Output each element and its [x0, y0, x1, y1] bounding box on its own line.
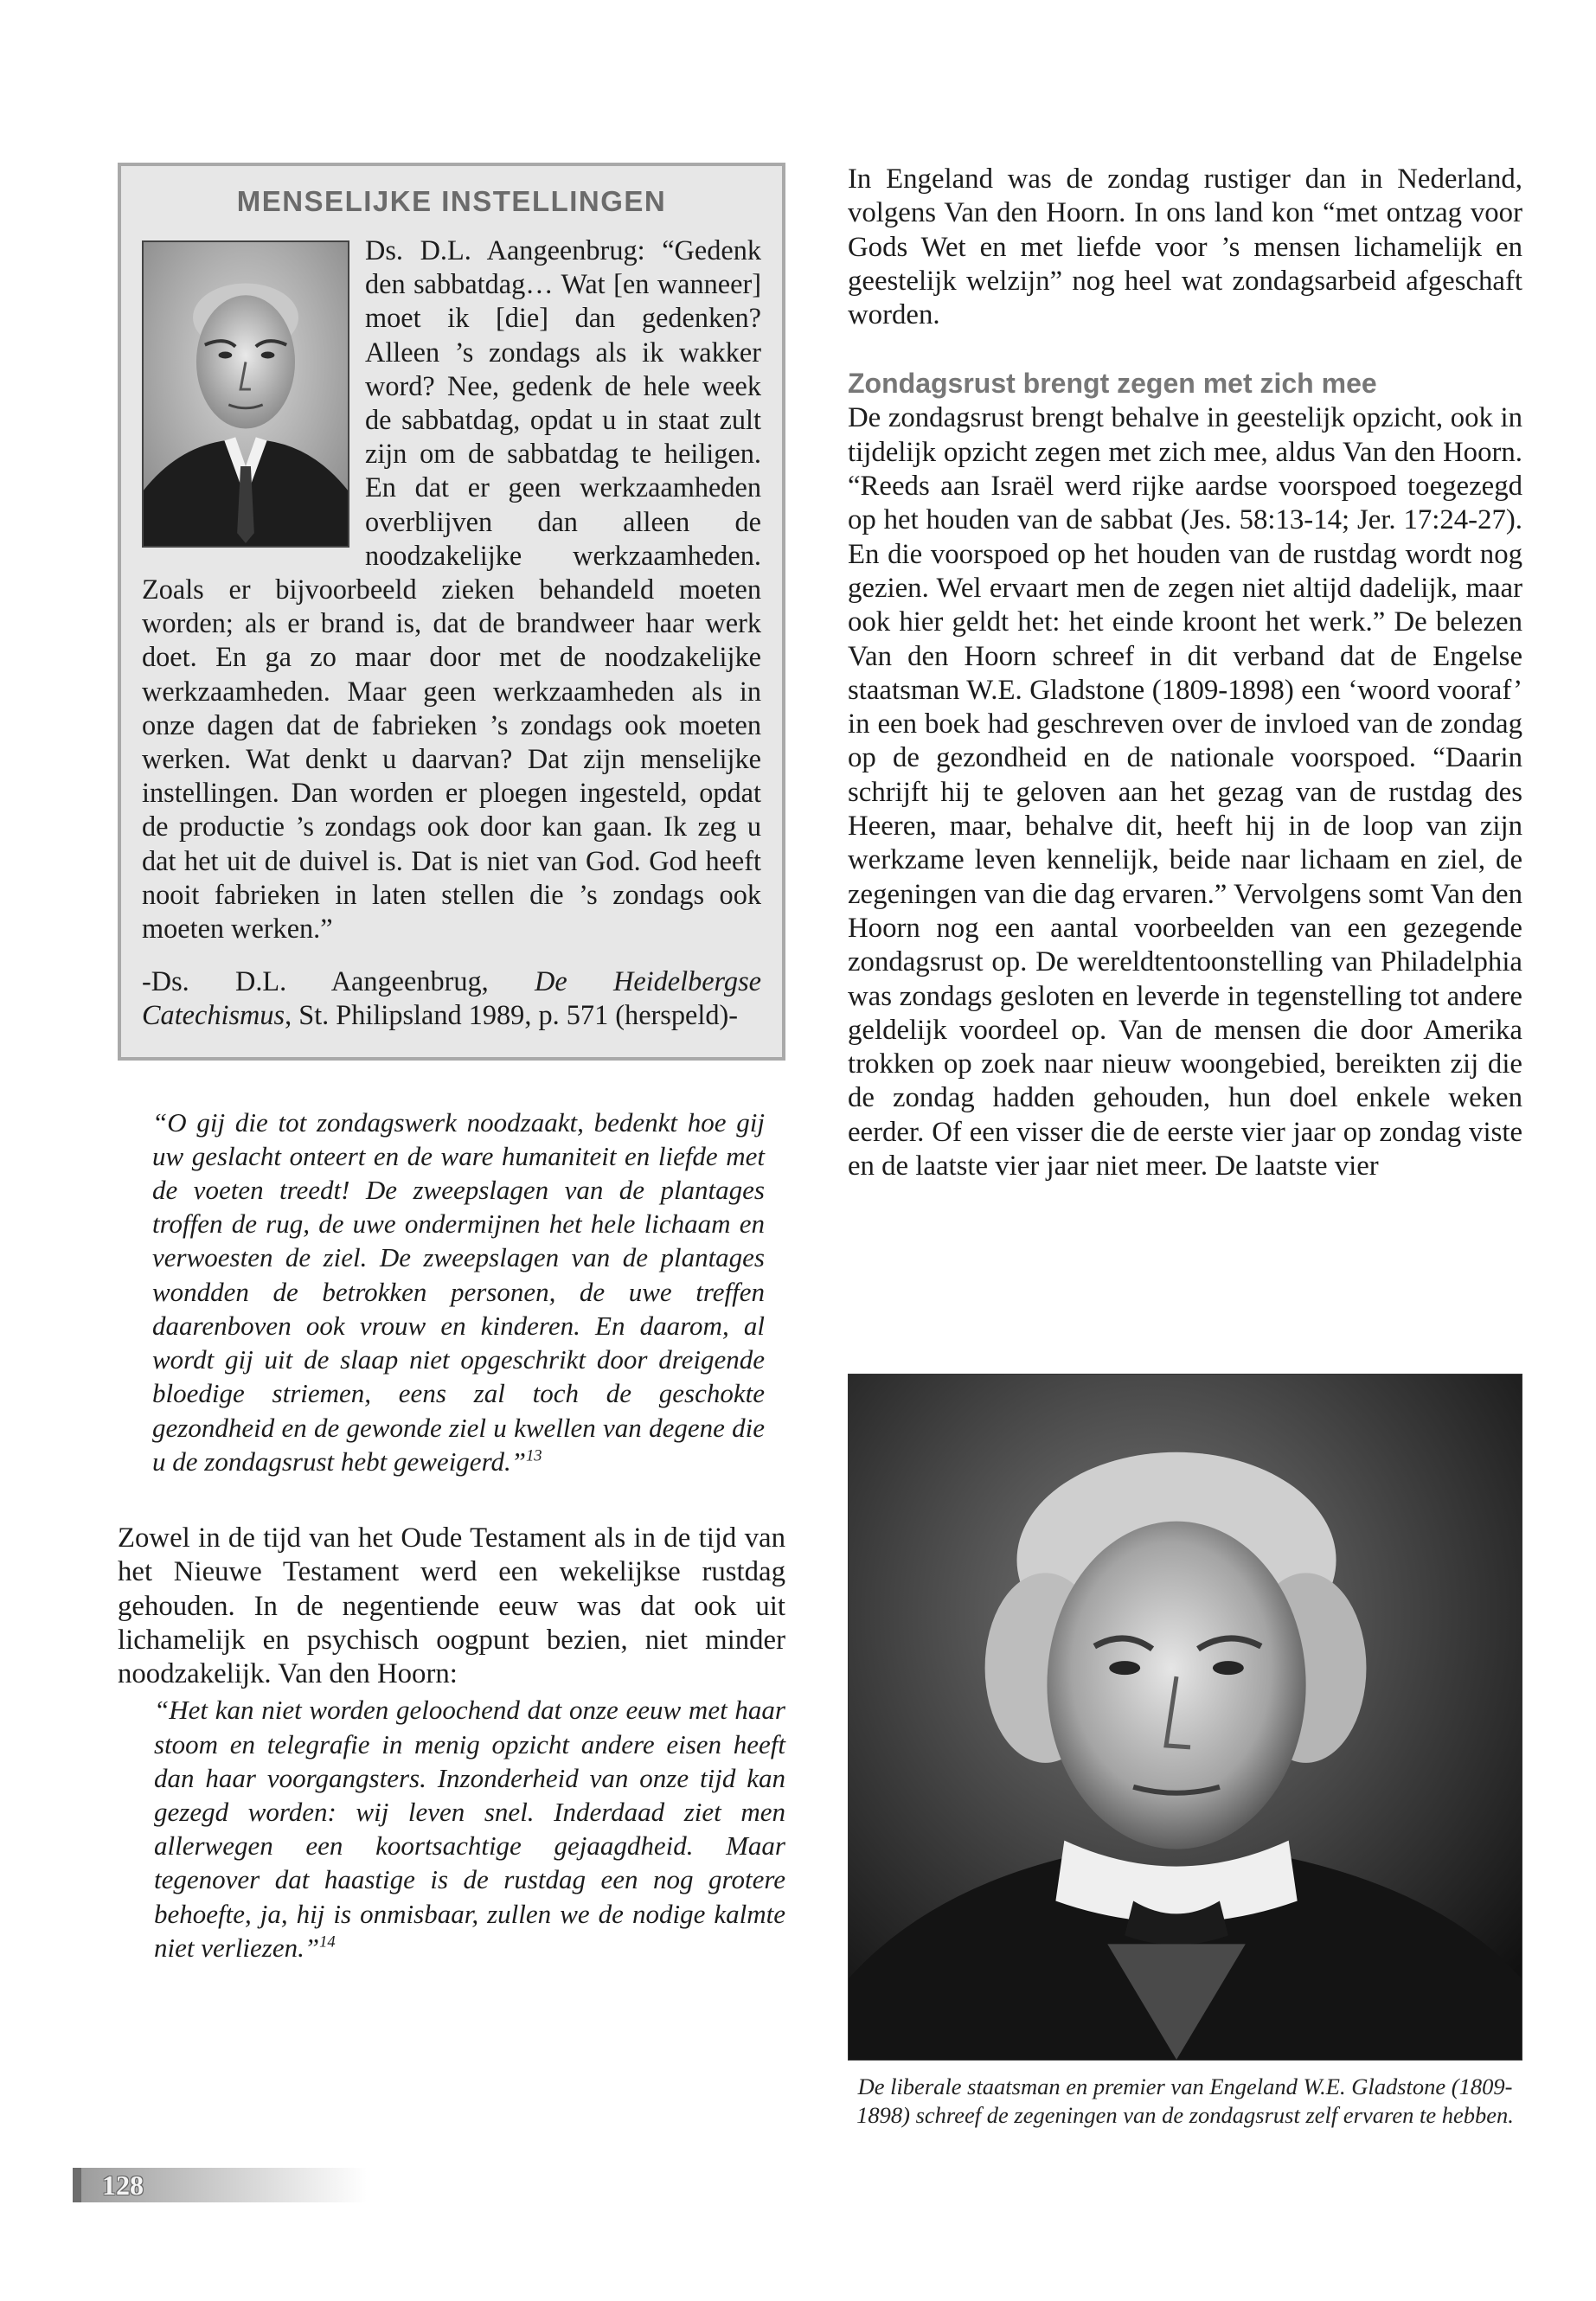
left-column	[118, 163, 785, 1965]
page-number-bar-edge	[73, 2168, 81, 2202]
sidebar-quote: Ds. D.L. Aangeenbrug: “Gedenk den sabbatdag… Wat [en wanneer] moet ik [die] dan gedenken? Alleen ’s zondags als ik wakker word? Nee, gedenk de hele week de sabbatdag, opdat u in staat zult zijn om de sabbatdag te heiligen. En dat er geen werkzaamheden overblijven dan alleen de noodzakelijke werkzaamheden. Zoals er bijvoorbeeld zieken behandeld moeten worden; als er brand is, dat de brandweer haar werk doet. En ga zo maar door met de noodzakelijke werkzaamheden. Maar geen werkzaamheden als in onze dagen dat de fabrieken ’s zondags ook moeten werken. Wat denkt u daarvan? Dat zijn menselijke instellingen. Dan worden er ploegen ingesteld, opdat de productie ’s zondags ook door kan gaan. Ik zeg u dat het uit de duivel is. Dat is niet van God. God heeft nooit fabrieken in laten stellen die ’s zondags ook moeten werken.”	[142, 234, 761, 945]
quote-block-2	[118, 1693, 785, 1965]
footnote-ref-13: 13	[525, 1446, 542, 1465]
sidebar-box	[118, 163, 785, 1061]
gladstone-portrait	[848, 1374, 1522, 2061]
quote-1	[152, 1106, 765, 1478]
quote-2-text: “Het kan niet worden geloochend dat onze eeuw met haar stoom en telegrafie in menig opzicht andere eisen heeft dan haar voorgangsters. Inzonderheid van onze tijd kan gezegd worden: wij leven snel. Inderdaad ziet men allerwegen een koortsachtige gejaagdheid. Maar tegenover dat haastige is de rustdag een nog grotere behoefte, ja, hij is onmisbaar, zullen we de nodige kalmte niet verliezen.”	[154, 1695, 785, 1963]
sidebar-title: MENSELIJKE INSTELLINGEN	[236, 185, 667, 217]
right-column	[848, 163, 1522, 1183]
page-number: 128	[102, 2170, 144, 2201]
right-paragraph-2: De zondagsrust brengt behalve in geestelijk opzicht, ook in tijdelijk opzicht zegen met zich mee, aldus Van den Hoorn. “Reeds aan Israël werd rijke aardse voorspoed toegezegd op het houden van de sabbat (Jes. 58:13-14; Jer. 17:24-27). En die voorspoed op het houden van de rustdag wordt nog gezien. Wel ervaart men de zegen niet altijd dadelijk, maar ook hier geldt het: het einde kroont het werk.” De belezen Van den Hoorn schreef in dit verband dat de Engelse staatsman W.E. Gladstone (1809-1898) een ‘woord vooraf’ in een boek had geschreven over de invloed van de zondag op de gezondheid en de nationale voorspoed. “Daarin schrijft hij te geloven aan het gezag van de rustdag des Heeren, maar, behalve dit, heeft hij in de loop van zijn werkzame leven kennelijk, beide naar lichaam en ziel, de zegeningen van die dag ervaren.” Vervolgens somt Van den Hoorn nog een aantal voorbeelden van een gezegende zondagsrust op. De wereldtentoonstelling van Philadelphia was zondags gesloten en leverde in tegenstelling tot andere geldelijk voordeel op. Van de mensen die door Amerika trokken op zoek naar nieuw woongebied, bereikten zij die de zondag hadden gehouden, hun doel enkele weken eerder. Of een visser die de eerste vier jaar op zondag viste en de laatste vier jaar niet meer. De laatste vier	[848, 402, 1522, 1183]
attribution-source: , St. Philipsland 1989, p. 571 (herspeld)-	[285, 999, 738, 1031]
sidebar-attribution	[142, 965, 761, 1032]
attribution-author: -Ds. D.L. Aangeenbrug,	[142, 965, 535, 997]
right-paragraph-1: In Engeland was de zondag rustiger dan in Nederland, volgens Van den Hoorn. In ons land kon “met ontzag voor Gods Wet en met liefde voor ’s mensen lichamelijk en geestelijk welzijn” nog heel wat zondagsarbeid afgeschaft worden.	[848, 163, 1522, 331]
quote-1-text: “O gij die tot zondagswerk noodzaakt, bedenkt hoe gij uw geslacht onteert en de ware humaniteit en liefde met de voeten treedt! De zweepslagen van de plantages troffen de rug, de uwe ondermijnen het hele lichaam en verwoesten de ziel. De zweepslagen van de plantages wondden de betrokken personen, de uwe treffen daarenboven ook vrouw en kinderen. En daarom, al wordt gij uit de slaap niet opgeschrikt door dreigende bloedige striemen, eens zal toch de geschokte gezondheid en de gewonde ziel u kwellen van degene die u de zondagsrust hebt geweigerd.”	[152, 1106, 765, 1477]
aangeenbrug-portrait	[142, 240, 349, 548]
section-subheading: Zondagsrust brengt zegen met zich mee	[848, 368, 1377, 400]
left-paragraph: Zowel in de tijd van het Oude Testament als in de tijd van het Nieuwe Testament werd een wekelijkse rustdag gehouden. In de negentiende eeuw was dat ook uit lichamelijk en psychisch oogpunt bezien, niet minder noodzakelijk. Van den Hoorn:	[118, 1522, 785, 1690]
footnote-ref-14: 14	[319, 1932, 336, 1952]
quote-2	[154, 1693, 785, 1965]
quote-block-1	[118, 1106, 785, 1478]
attribution-book-title: De Heidelbergse Catechismus	[142, 965, 761, 1031]
photo-caption: De liberale staatsman en premier van Engeland W.E. Gladstone (1809-1898) schreef de zegeningen van de zondagsrust zelf ervaren te hebben.	[856, 2073, 1514, 2128]
